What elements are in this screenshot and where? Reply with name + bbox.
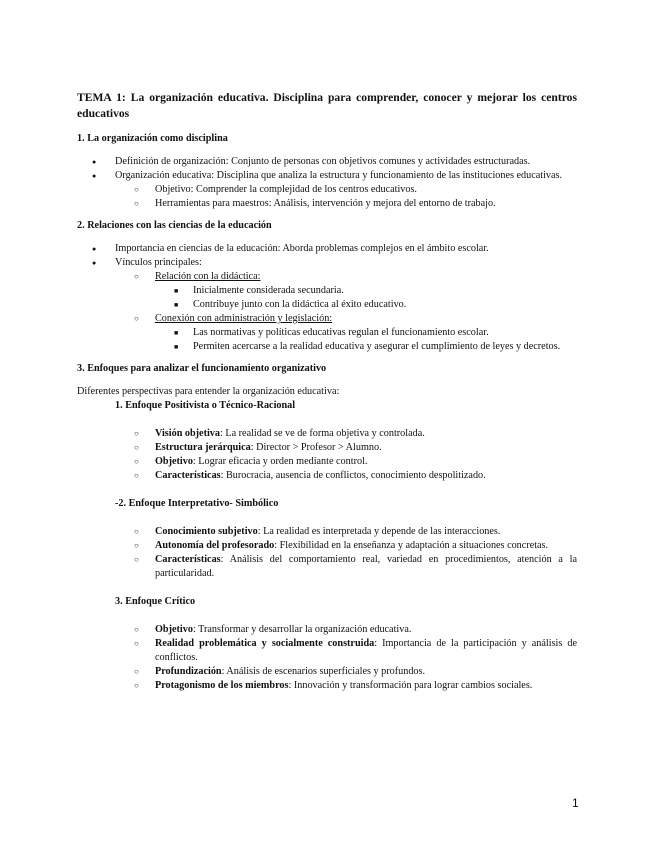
approach-list xyxy=(77,525,577,581)
list-item xyxy=(77,469,577,483)
bullet-list xyxy=(77,242,577,354)
list-item xyxy=(77,623,577,637)
list-item: ○ Herramientas para maestros: Análisis, intervención y mejora del entorno de trabajo. xyxy=(77,197,577,211)
page-title: TEMA 1: La organización educativa. Disciplina para comprender, conocer y mejorar los centros educativos xyxy=(77,91,577,120)
list-item xyxy=(77,312,577,354)
sub-list xyxy=(115,270,577,354)
description: : Director > Profesor > Alumno. xyxy=(250,442,382,453)
list-item xyxy=(77,455,577,469)
description: : Flexibilidad en la enseñanza y adaptación a situaciones concretas. xyxy=(274,540,549,551)
list-item-text: Organización educativa: Disciplina que analiza la estructura y funcionamiento de las instituciones educativas. xyxy=(115,170,563,181)
description: : Burocracia, ausencia de conflictos, conocimiento despolitizado. xyxy=(220,470,486,481)
term: Protagonismo de los miembros xyxy=(155,680,289,691)
description: : Análisis de escenarios superficiales y profundos. xyxy=(221,666,426,677)
approach-title: 3. Enfoque Crítico xyxy=(115,596,196,607)
list-item xyxy=(77,256,577,354)
description: : Innovación y transformación para lograr cambios sociales. xyxy=(288,680,533,691)
approach-title: -2. Enfoque Interpretativo- Simbólico xyxy=(115,498,279,509)
list-item: ○ Objetivo: Comprender la complejidad de los centros educativos. xyxy=(77,183,577,197)
list-item-label: Conexión con administración y legislación: xyxy=(155,313,333,324)
description: : Importancia de la participación y análisis de conflictos. xyxy=(155,638,577,663)
list-item: ■ Las normativas y políticas educativas regulan el funcionamiento escolar. xyxy=(77,326,577,340)
sub-sub-list xyxy=(155,284,577,312)
page-number: 1 xyxy=(572,796,579,810)
term: Características xyxy=(155,470,221,481)
approach-title: 1. Enfoque Positivista o Técnico-Racional xyxy=(115,400,296,411)
list-item: ■ Permiten acercarse a la realidad educativa y asegurar el cumplimiento de leyes y decretos. xyxy=(77,340,577,354)
list-item xyxy=(77,525,577,539)
list-item xyxy=(77,441,577,455)
term: Objetivo xyxy=(155,624,193,635)
description: : Análisis del comportamiento real, variedad en procedimientos, atención a la particularidad. xyxy=(155,554,577,579)
list-item: ● Definición de organización: Conjunto de personas con objetivos comunes y actividades estructuradas. xyxy=(77,155,577,169)
list-item xyxy=(77,679,577,693)
term: Visión objetiva xyxy=(155,428,220,439)
description: : La realidad es interpretada y depende de las interacciones. xyxy=(257,526,501,537)
term: Objetivo xyxy=(155,456,193,467)
sub-sub-list xyxy=(155,326,577,354)
list-item xyxy=(77,553,577,581)
list-item xyxy=(77,665,577,679)
list-item-text: Vínculos principales: xyxy=(115,257,202,268)
list-item xyxy=(77,539,577,553)
list-item xyxy=(77,637,577,665)
term: Autonomía del profesorado xyxy=(155,540,275,551)
term: Realidad problemática y socialmente construida xyxy=(155,638,375,649)
document-body xyxy=(77,90,577,693)
approach-list xyxy=(77,623,577,693)
section-heading: 2. Relaciones con las ciencias de la educación xyxy=(77,220,272,231)
term: Profundización xyxy=(155,666,222,677)
list-item: ■ Inicialmente considerada secundaria. xyxy=(77,284,577,298)
term: Características xyxy=(155,554,221,565)
list-item: ■ Contribuye junto con la didáctica al éxito educativo. xyxy=(77,298,577,312)
section-intro: Diferentes perspectivas para entender la organización educativa: xyxy=(77,386,340,397)
bullet-list xyxy=(77,155,577,211)
list-item xyxy=(77,169,577,211)
list-item xyxy=(77,270,577,312)
list-item xyxy=(77,427,577,441)
section-heading: 1. La organización como disciplina xyxy=(77,133,228,144)
sub-list xyxy=(115,183,577,211)
approach-list xyxy=(77,427,577,483)
description: : Transformar y desarrollar la organización educativa. xyxy=(192,624,412,635)
description: : Lograr eficacia y orden mediante control. xyxy=(192,456,368,467)
list-item-label: Relación con la didáctica: xyxy=(155,271,261,282)
description: : La realidad se ve de forma objetiva y controlada. xyxy=(220,428,425,439)
term: Estructura jerárquica xyxy=(155,442,251,453)
term: Conocimiento subjetivo xyxy=(155,526,258,537)
section-heading: 3. Enfoques para analizar el funcionamiento organizativo xyxy=(77,363,327,374)
list-item: ● Importancia en ciencias de la educación: Aborda problemas complejos en el ámbito escolar. xyxy=(77,242,577,256)
